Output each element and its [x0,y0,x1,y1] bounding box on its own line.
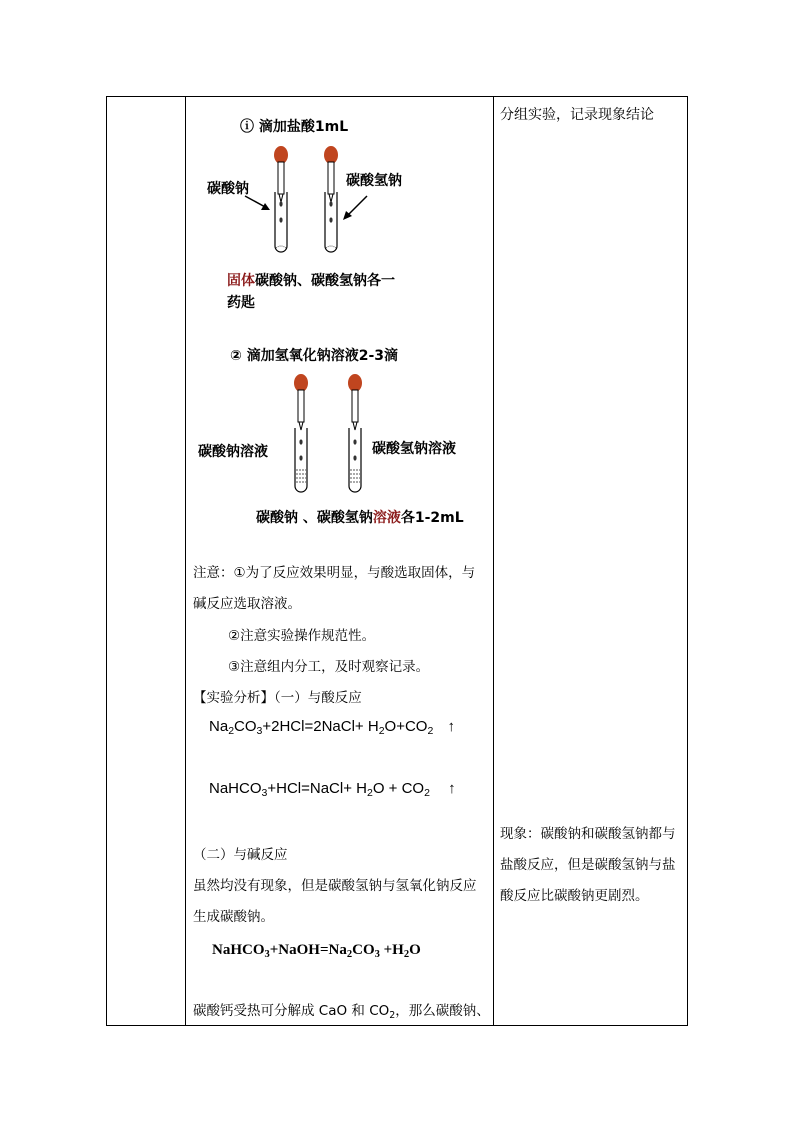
dropper-left-icon [294,374,308,430]
gas-arrow-icon: ↑ [448,780,456,797]
phenomenon-line-1: 现象：碳酸钠和碳酸氢钠都与 [500,826,676,842]
base-reaction-heading: （二）与碱反应 [193,847,288,863]
phenomenon-line-3: 酸反应比碳酸钠更剧烈。 [500,888,649,904]
note-line-2: 碱反应选取溶液。 [193,596,301,612]
column-divider-2 [493,97,494,1025]
figure1-test-tubes [195,140,415,260]
note-line-3: ②注意实验操作规范性。 [228,628,376,644]
figure2-caption [256,507,464,527]
last-line: 碳酸钙受热可分解成 CaO 和 $CO_2$，那么碳酸钠、 [193,1003,490,1021]
analysis-heading: 【实验分析】（一）与酸反应 [193,690,362,706]
dropper-right-icon [324,146,338,202]
equation-3: $NaHCO_3+NaOH=Na_2CO_3 +H_2O$ [212,942,421,960]
figure2-test-tubes [195,370,435,500]
gas-arrow-icon: ↑ [447,718,455,735]
figure2-right-label: 碳酸氢钠溶液 [372,441,456,457]
phenomenon-line-2: 盐酸反应，但是碳酸氢钠与盐 [500,857,676,873]
dropper-left-icon [274,146,288,202]
equation-1: $Na_2CO_3+2HCl=2NaCl+ H_2O+CO_2$ ↑ [209,718,455,737]
test-tube-right-icon [349,428,361,492]
column-divider-1 [185,97,186,1025]
dropper-right-icon [348,374,362,430]
right-top-note: 分组实验，记录现象结论 [500,107,654,123]
base-reaction-line-2: 生成碳酸钠。 [193,909,274,925]
base-reaction-line-1: 虽然均没有现象，但是碳酸氢钠与氢氧化钠反应 [193,878,477,894]
equation-2: NaHCO$_3$+HCl=NaCl+ $H_2O + CO_2$ ↑ [209,780,456,799]
figure2-caption-red: 溶液 [372,510,401,526]
figure1-caption [227,270,395,290]
figure1-caption-line2: 药匙 [227,295,255,311]
figure1-caption-rest: 碳酸钠、碳酸氢钠各一 [255,273,395,289]
figure1-left-label: 碳酸钠 [207,181,249,197]
figure1-right-label: 碳酸氢钠 [346,173,402,189]
figure1-step-label: ⓘ 滴加盐酸1mL [240,119,349,135]
figure2-caption-a: 碳酸钠 、碳酸氢钠 [256,510,373,526]
pointer-arrow-right-icon [343,196,367,220]
figure2-caption-b: 各1-2mL [400,510,464,526]
figure2-left-label: 碳酸钠溶液 [198,444,268,460]
pointer-arrow-left-icon [245,196,270,210]
note-line-1: 注意：①为了反应效果明显，与酸选取固体，与 [193,565,476,581]
note-line-4: ③注意组内分工，及时观察记录。 [228,659,430,675]
test-tube-left-icon [295,428,307,492]
figure2-step-label: ② 滴加氢氧化钠溶液2-3滴 [230,348,399,364]
figure1-caption-red: 固体 [227,273,255,289]
